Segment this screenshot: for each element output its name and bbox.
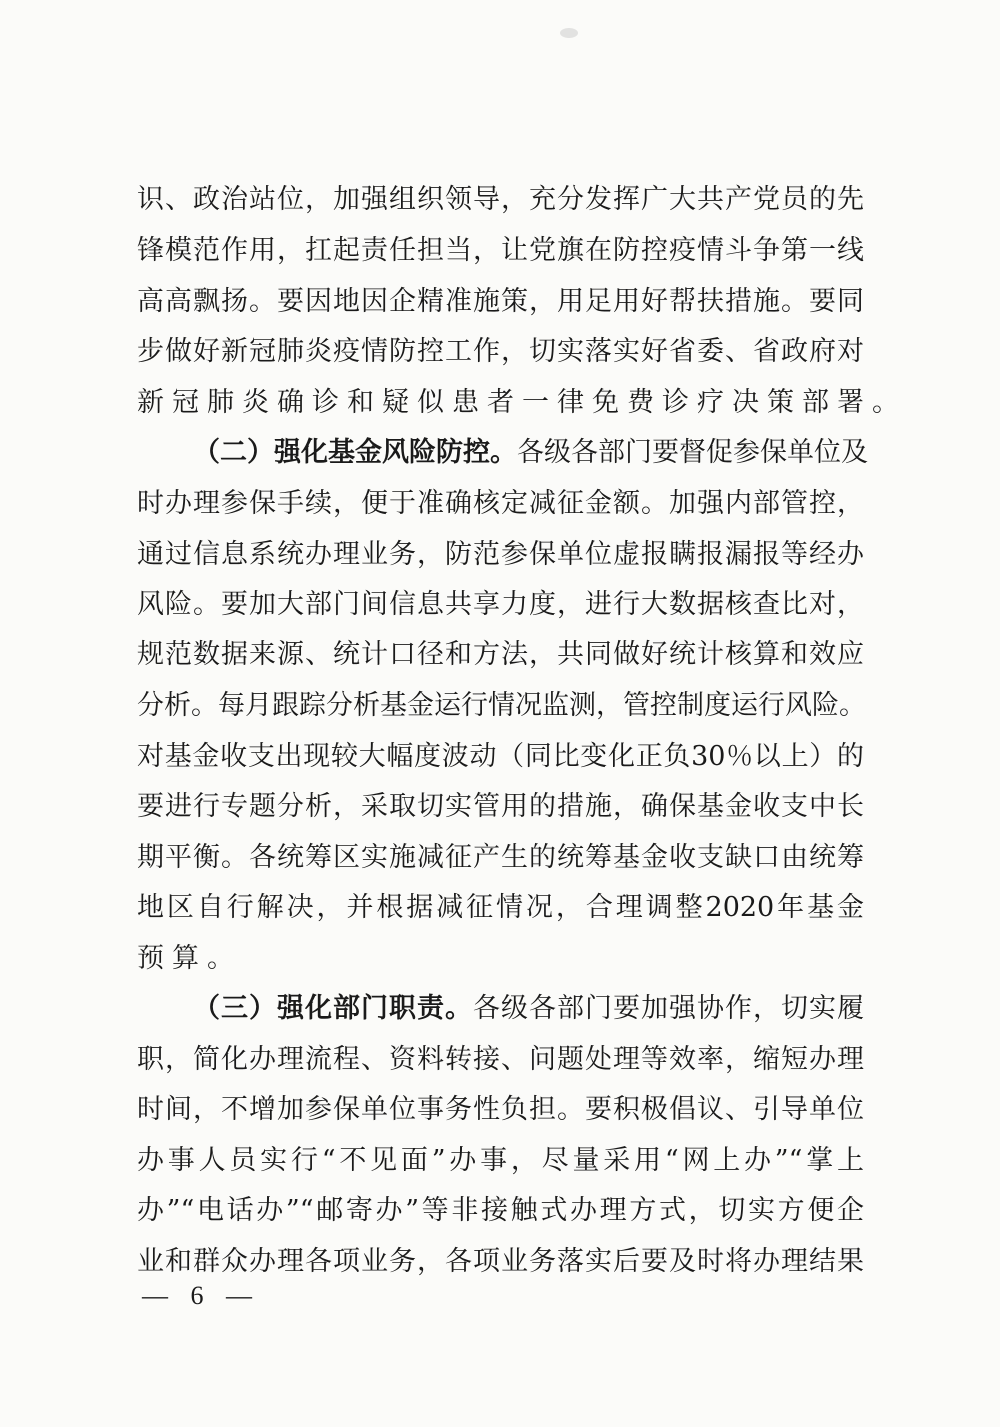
text-line: 新冠肺炎确诊和疑似患者一律免费诊疗决策部署。 — [137, 387, 907, 418]
text-line: 锋模范作用，扛起责任担当，让党旗在防控疫情斗争第一线 — [137, 235, 864, 266]
text-line: 业和群众办理各项业务，各项业务落实后要及时将办理结果 — [137, 1246, 864, 1277]
text-line: 高高飘扬。要因地因企精准施策，用足用好帮扶措施。要同 — [137, 286, 864, 317]
scan-mark — [560, 28, 578, 38]
text-line: 步做好新冠肺炎疫情防控工作，切实落实好省委、省政府对 — [137, 336, 864, 367]
text-line: 风险。要加大部门间信息共享力度，进行大数据核查比对， — [137, 589, 864, 620]
text-line: 办”“电话办”“邮寄办”等非接触式办理方式，切实方便企 — [137, 1195, 864, 1226]
section-3-heading: （三）强化部门职责。 — [193, 993, 473, 1024]
section-2-first-line-text: 各级各部门要督促参保单位及 — [517, 437, 868, 468]
section-3-first-line-text: 各级各部门要加强协作，切实履 — [473, 993, 864, 1024]
text-line: 地区自行解决，并根据减征情况，合理调整2020年基金 — [137, 892, 864, 923]
text-line: 对基金收支出现较大幅度波动（同比变化正负30％以上）的 — [137, 741, 864, 772]
text-line: 职，简化办理流程、资料转接、问题处理等效率，缩短办理 — [137, 1044, 864, 1075]
text-line: 分析。每月跟踪分析基金运行情况监测，管控制度运行风险。 — [137, 690, 866, 721]
text-line: 时间，不增加参保单位事务性负担。要积极倡议、引导单位 — [137, 1094, 864, 1125]
text-line: 规范数据来源、统计口径和方法，共同做好统计核算和效应 — [137, 639, 864, 670]
text-line: 时办理参保手续，便于准确核定减征金额。加强内部管控， — [137, 488, 864, 519]
section-3-first-line — [193, 989, 864, 1029]
text-line: 预算。 — [137, 943, 242, 974]
text-line: 通过信息系统办理业务，防范参保单位虚报瞒报漏报等经办 — [137, 539, 864, 570]
text-line: 期平衡。各统筹区实施减征产生的统筹基金收支缺口由统筹 — [137, 842, 864, 873]
section-2-first-line — [193, 433, 868, 473]
page-number: — 6 — — [142, 1281, 260, 1310]
text-line: 识、政治站位，加强组织领导，充分发挥广大共产党员的先 — [137, 184, 864, 215]
section-2-heading: （二）强化基金风险防控。 — [193, 437, 517, 468]
text-line: 办事人员实行“不见面”办事，尽量采用“网上办”“掌上 — [137, 1145, 864, 1176]
text-line: 要进行专题分析，采取切实管用的措施，确保基金收支中长 — [137, 791, 864, 822]
